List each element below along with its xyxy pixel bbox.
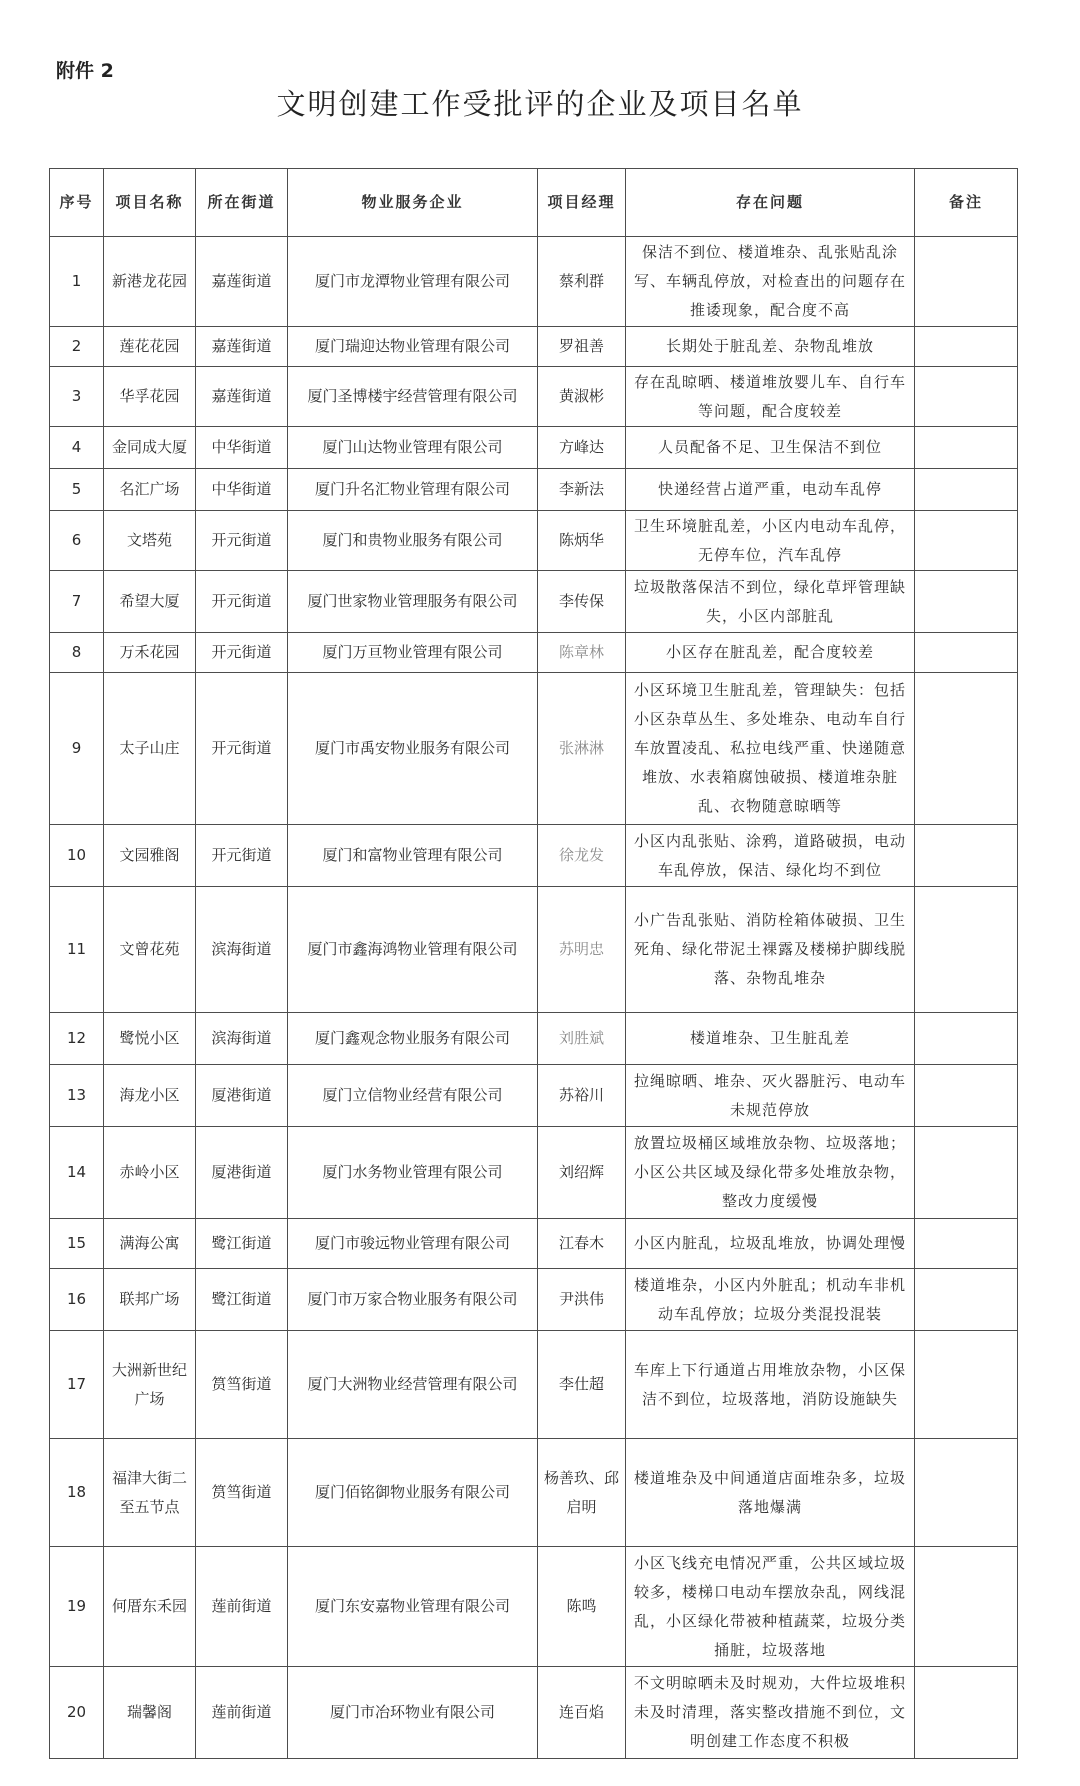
note-cell [915, 825, 1018, 887]
project-manager: 蔡利群 [538, 237, 626, 327]
project-name: 海龙小区 [104, 1065, 196, 1127]
issue-description: 小广告乱张贴、消防栓箱体破损、卫生死角、绿化带泥土裸露及楼梯护脚线脱落、杂物乱堆杂 [626, 887, 915, 1013]
table-row [50, 1065, 1018, 1127]
project-manager: 陈鸣 [538, 1547, 626, 1667]
project-manager: 黄淑彬 [538, 367, 626, 427]
note-cell [915, 1331, 1018, 1439]
project-manager: 陈炳华 [538, 511, 626, 571]
project-manager: 尹洪伟 [538, 1269, 626, 1331]
row-number: 9 [50, 673, 104, 825]
street-name: 厦港街道 [196, 1127, 288, 1219]
project-name: 金同成大厦 [104, 427, 196, 469]
project-manager: 方峰达 [538, 427, 626, 469]
project-name: 大洲新世纪广场 [104, 1331, 196, 1439]
project-name: 华孚花园 [104, 367, 196, 427]
row-number: 6 [50, 511, 104, 571]
issue-description: 楼道堆杂及中间通道店面堆杂多，垃圾落地爆满 [626, 1439, 915, 1547]
street-name: 开元街道 [196, 571, 288, 633]
table-row [50, 1013, 1018, 1065]
company-name: 厦门市冶环物业有限公司 [288, 1667, 538, 1759]
street-name: 莲前街道 [196, 1667, 288, 1759]
company-name: 厦门水务物业管理有限公司 [288, 1127, 538, 1219]
project-manager: 苏裕川 [538, 1065, 626, 1127]
issue-description: 放置垃圾桶区域堆放杂物、垃圾落地；小区公共区域及绿化带多处堆放杂物，整改力度缓慢 [626, 1127, 915, 1219]
issue-description: 快递经营占道严重，电动车乱停 [626, 469, 915, 511]
project-name: 名汇广场 [104, 469, 196, 511]
table-row [50, 469, 1018, 511]
row-number: 10 [50, 825, 104, 887]
issue-description: 小区飞线充电情况严重，公共区域垃圾较多，楼梯口电动车摆放杂乱，网线混乱，小区绿化带被种植蔬菜，垃圾分类捅脏，垃圾落地 [626, 1547, 915, 1667]
table-row [50, 1667, 1018, 1759]
note-cell [915, 327, 1018, 367]
table-row [50, 511, 1018, 571]
table-row [50, 1439, 1018, 1547]
project-name: 新港龙花园 [104, 237, 196, 327]
table-row [50, 1127, 1018, 1219]
note-cell [915, 1127, 1018, 1219]
table-row [50, 367, 1018, 427]
issue-description: 小区存在脏乱差，配合度较差 [626, 633, 915, 673]
note-cell [915, 633, 1018, 673]
street-name: 筼筜街道 [196, 1439, 288, 1547]
row-number: 17 [50, 1331, 104, 1439]
company-name: 厦门市禹安物业服务有限公司 [288, 673, 538, 825]
row-number: 13 [50, 1065, 104, 1127]
row-number: 7 [50, 571, 104, 633]
project-name: 福津大街二至五节点 [104, 1439, 196, 1547]
table-row [50, 673, 1018, 825]
company-name: 厦门和贵物业服务有限公司 [288, 511, 538, 571]
table-row [50, 1219, 1018, 1269]
project-manager: 江春木 [538, 1219, 626, 1269]
project-manager: 杨善玖、邱启明 [538, 1439, 626, 1547]
table-row [50, 1331, 1018, 1439]
row-number: 1 [50, 237, 104, 327]
note-cell [915, 1013, 1018, 1065]
company-name: 厦门万亘物业管理有限公司 [288, 633, 538, 673]
row-number: 2 [50, 327, 104, 367]
row-number: 19 [50, 1547, 104, 1667]
table-row [50, 1269, 1018, 1331]
note-cell [915, 1667, 1018, 1759]
row-number: 18 [50, 1439, 104, 1547]
note-cell [915, 673, 1018, 825]
project-name: 鹭悦小区 [104, 1013, 196, 1065]
issue-description: 保洁不到位、楼道堆杂、乱张贴乱涂写、车辆乱停放，对检查出的问题存在推诿现象，配合度不高 [626, 237, 915, 327]
company-name: 厦门瑞迎达物业管理有限公司 [288, 327, 538, 367]
project-manager: 徐龙发 [538, 825, 626, 887]
company-name: 厦门大洲物业经营管理有限公司 [288, 1331, 538, 1439]
project-manager: 李仕超 [538, 1331, 626, 1439]
note-cell [915, 511, 1018, 571]
row-number: 11 [50, 887, 104, 1013]
note-cell [915, 469, 1018, 511]
company-name: 厦门东安嘉物业管理有限公司 [288, 1547, 538, 1667]
note-cell [915, 367, 1018, 427]
document-title: 文明创建工作受批评的企业及项目名单 [276, 87, 804, 121]
street-name: 嘉莲街道 [196, 367, 288, 427]
company-name: 厦门和富物业管理有限公司 [288, 825, 538, 887]
street-name: 中华街道 [196, 427, 288, 469]
issue-description: 小区内乱张贴、涂鸦，道路破损，电动车乱停放，保洁、绿化均不到位 [626, 825, 915, 887]
project-manager: 刘胜斌 [538, 1013, 626, 1065]
issue-description: 不文明晾晒未及时规劝，大件垃圾堆积未及时清理，落实整改措施不到位，文明创建工作态度不积极 [626, 1667, 915, 1759]
company-name: 厦门鑫观念物业服务有限公司 [288, 1013, 538, 1065]
note-cell [915, 1547, 1018, 1667]
company-name: 厦门升名汇物业管理有限公司 [288, 469, 538, 511]
note-cell [915, 427, 1018, 469]
note-cell [915, 1439, 1018, 1547]
column-header-note: 备注 [915, 169, 1018, 237]
project-name: 满海公寓 [104, 1219, 196, 1269]
project-name: 瑞馨阁 [104, 1667, 196, 1759]
project-manager: 罗祖善 [538, 327, 626, 367]
company-name: 厦门世家物业管理服务有限公司 [288, 571, 538, 633]
company-name: 厦门山达物业管理有限公司 [288, 427, 538, 469]
note-cell [915, 887, 1018, 1013]
street-name: 滨海街道 [196, 887, 288, 1013]
issue-description: 小区内脏乱，垃圾乱堆放，协调处理慢 [626, 1219, 915, 1269]
street-name: 嘉莲街道 [196, 327, 288, 367]
street-name: 开元街道 [196, 633, 288, 673]
issue-description: 楼道堆杂，小区内外脏乱；机动车非机动车乱停放；垃圾分类混投混装 [626, 1269, 915, 1331]
issue-description: 存在乱晾晒、楼道堆放婴儿车、自行车等问题，配合度较差 [626, 367, 915, 427]
table-row [50, 825, 1018, 887]
column-header-street: 所在街道 [196, 169, 288, 237]
street-name: 开元街道 [196, 825, 288, 887]
issue-description: 长期处于脏乱差、杂物乱堆放 [626, 327, 915, 367]
issue-description: 拉绳晾晒、堆杂、灭火器脏污、电动车未规范停放 [626, 1065, 915, 1127]
project-manager: 李传保 [538, 571, 626, 633]
project-manager: 连百焰 [538, 1667, 626, 1759]
table-row [50, 633, 1018, 673]
company-name: 厦门市万家合物业服务有限公司 [288, 1269, 538, 1331]
project-manager: 陈章林 [538, 633, 626, 673]
table-row [50, 571, 1018, 633]
issue-description: 人员配备不足、卫生保洁不到位 [626, 427, 915, 469]
project-name: 赤岭小区 [104, 1127, 196, 1219]
row-number: 4 [50, 427, 104, 469]
street-name: 鹭江街道 [196, 1219, 288, 1269]
row-number: 16 [50, 1269, 104, 1331]
project-name: 何厝东禾园 [104, 1547, 196, 1667]
column-header-no: 序号 [50, 169, 104, 237]
row-number: 3 [50, 367, 104, 427]
column-header-company: 物业服务企业 [288, 169, 538, 237]
table-row [50, 427, 1018, 469]
row-number: 15 [50, 1219, 104, 1269]
project-name: 万禾花园 [104, 633, 196, 673]
street-name: 开元街道 [196, 511, 288, 571]
note-cell [915, 237, 1018, 327]
project-manager: 张淋淋 [538, 673, 626, 825]
row-number: 14 [50, 1127, 104, 1219]
table-row [50, 237, 1018, 327]
issue-description: 卫生环境脏乱差，小区内电动车乱停，无停车位，汽车乱停 [626, 511, 915, 571]
street-name: 中华街道 [196, 469, 288, 511]
note-cell [915, 1269, 1018, 1331]
issue-description: 垃圾散落保洁不到位，绿化草坪管理缺失，小区内部脏乱 [626, 571, 915, 633]
issue-description: 楼道堆杂、卫生脏乱差 [626, 1013, 915, 1065]
column-header-issue: 存在问题 [626, 169, 915, 237]
street-name: 厦港街道 [196, 1065, 288, 1127]
company-name: 厦门市鑫海鸿物业管理有限公司 [288, 887, 538, 1013]
project-name: 文曾花苑 [104, 887, 196, 1013]
project-name: 文塔苑 [104, 511, 196, 571]
row-number: 20 [50, 1667, 104, 1759]
note-cell [915, 1219, 1018, 1269]
note-cell [915, 1065, 1018, 1127]
company-name: 厦门佰铭御物业服务有限公司 [288, 1439, 538, 1547]
table-row [50, 327, 1018, 367]
company-name: 厦门市骏远物业管理有限公司 [288, 1219, 538, 1269]
criticized-list-table [49, 168, 1018, 1759]
issue-description: 车库上下行通道占用堆放杂物，小区保洁不到位，垃圾落地，消防设施缺失 [626, 1331, 915, 1439]
row-number: 8 [50, 633, 104, 673]
row-number: 12 [50, 1013, 104, 1065]
company-name: 厦门圣博楼宇经营管理有限公司 [288, 367, 538, 427]
street-name: 滨海街道 [196, 1013, 288, 1065]
project-name: 莲花花园 [104, 327, 196, 367]
company-name: 厦门立信物业经营有限公司 [288, 1065, 538, 1127]
project-name: 希望大厦 [104, 571, 196, 633]
street-name: 鹭江街道 [196, 1269, 288, 1331]
issue-description: 小区环境卫生脏乱差，管理缺失：包括小区杂草丛生、多处堆杂、电动车自行车放置凌乱、私拉电线严重、快递随意堆放、水表箱腐蚀破损、楼道堆杂脏乱、衣物随意晾晒等 [626, 673, 915, 825]
note-cell [915, 571, 1018, 633]
street-name: 嘉莲街道 [196, 237, 288, 327]
project-manager: 苏明忠 [538, 887, 626, 1013]
project-manager: 李新法 [538, 469, 626, 511]
street-name: 开元街道 [196, 673, 288, 825]
table-row [50, 887, 1018, 1013]
table-row [50, 1547, 1018, 1667]
street-name: 筼筜街道 [196, 1331, 288, 1439]
project-name: 文园雅阁 [104, 825, 196, 887]
street-name: 莲前街道 [196, 1547, 288, 1667]
project-name: 联邦广场 [104, 1269, 196, 1331]
table-header-row [50, 169, 1018, 237]
row-number: 5 [50, 469, 104, 511]
project-manager: 刘绍辉 [538, 1127, 626, 1219]
project-name: 太子山庄 [104, 673, 196, 825]
column-header-project: 项目名称 [104, 169, 196, 237]
attachment-label: 附件 2 [56, 60, 114, 82]
company-name: 厦门市龙潭物业管理有限公司 [288, 237, 538, 327]
column-header-manager: 项目经理 [538, 169, 626, 237]
